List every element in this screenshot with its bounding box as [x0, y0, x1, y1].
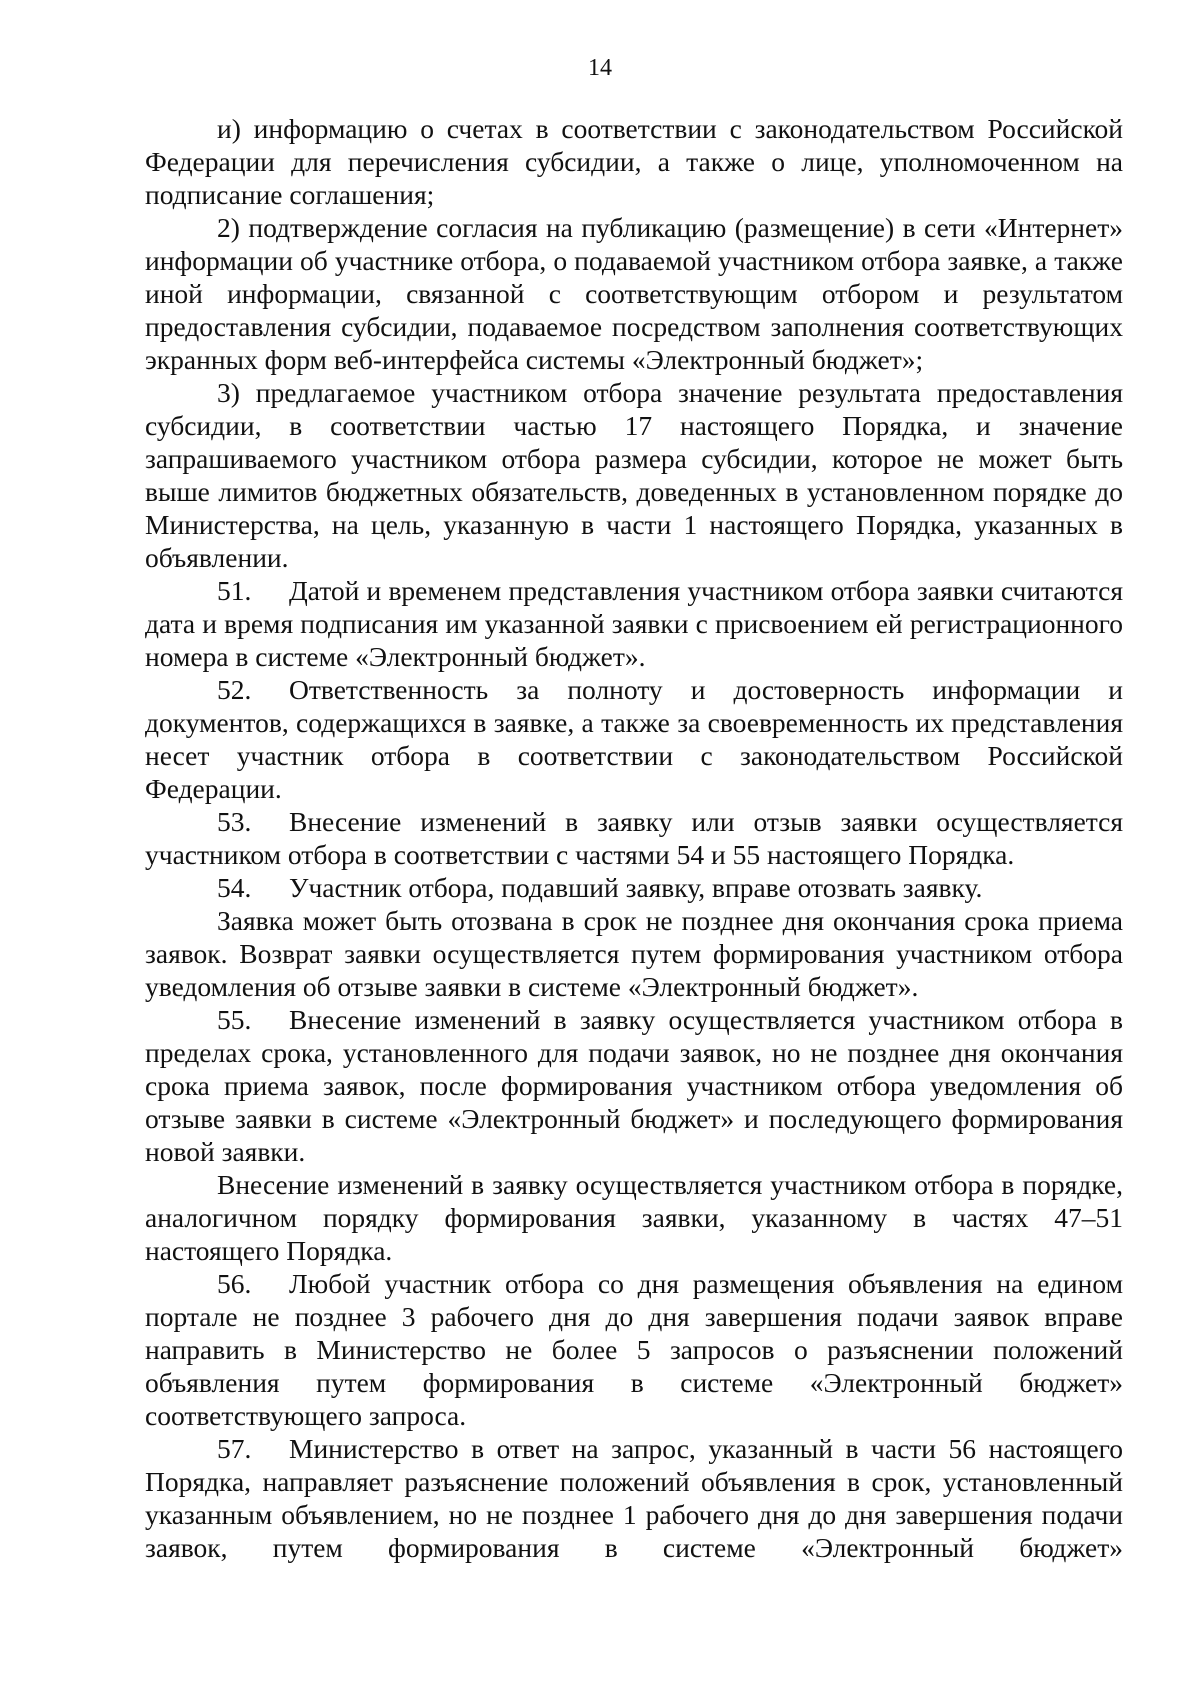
paragraph-number: 53. — [217, 806, 252, 837]
paragraph-text: Датой и временем представления участником отбора заявки считаются дата и время подписания им указанной заявки с присвоением ей регистрационного номера в системе «Электронный бюджет». — [145, 575, 1123, 672]
paragraph-text: 2) подтверждение согласия на публикацию (размещение) в сети «Интернет» информации об участнике отбора, о подаваемой участником отбора заявке, а также иной информации, связанной с соответствующим отбором и результатом предоставления субсидии, подаваемое посредством заполнения соответствующих экранных форм веб-интерфейса системы «Электронный бюджет»; — [145, 212, 1123, 375]
paragraph-number: 55. — [217, 1004, 252, 1035]
paragraph-54 — [145, 871, 1123, 904]
paragraph-text: Заявка может быть отозвана в срок не позднее дня окончания срока приема заявок. Возврат заявки осуществляется путем формирования участником отбора уведомления об отзыве заявки в системе «Электронный бюджет». — [145, 905, 1123, 1002]
paragraph-text: Участник отбора, подавший заявку, вправе отозвать заявку. — [289, 872, 983, 903]
paragraph-number: 54. — [217, 872, 252, 903]
paragraph-52 — [145, 673, 1123, 805]
paragraph-text: Ответственность за полноту и достоверность информации и документов, содержащихся в заявке, а также за своевременность их представления несет участник отбора в соответствии с законодательством Российской Федерации. — [145, 674, 1123, 804]
paragraph-55 — [145, 1003, 1123, 1168]
paragraph-57 — [145, 1432, 1123, 1564]
paragraph-text: и) информацию о счетах в соответствии с законодательством Российской Федерации для перечисления субсидии, а также о лице, уполномоченном на подписание соглашения; — [145, 113, 1123, 210]
document-body — [145, 112, 1123, 1564]
paragraph-text: Внесение изменений в заявку осуществляется участником отбора в пределах срока, установленного для подачи заявок, но не позднее дня окончания срока приема заявок, после формирования участником отбора уведомления об отзыве заявки в системе «Электронный бюджет» и последующего формирования новой заявки. — [145, 1004, 1123, 1167]
paragraph-51 — [145, 574, 1123, 673]
paragraph-text: Любой участник отбора со дня размещения объявления на едином портале не позднее 3 рабочего дня до дня завершения подачи заявок вправе направить в Министерство не более 5 запросов о разъяснении положений объявления путем формирования в системе «Электронный бюджет» соответствующего запроса. — [145, 1268, 1123, 1431]
paragraph-item-i — [145, 112, 1123, 211]
paragraph-text: Внесение изменений в заявку или отзыв заявки осуществляется участником отбора в соответствии с частями 54 и 55 настоящего Порядка. — [145, 806, 1123, 870]
paragraph-item-2 — [145, 211, 1123, 376]
paragraph-53 — [145, 805, 1123, 871]
paragraph-number: 56. — [217, 1268, 252, 1299]
paragraph-text: Внесение изменений в заявку осуществляется участником отбора в порядке, аналогичном порядку формирования заявки, указанному в частях 47–51 настоящего Порядка. — [145, 1169, 1123, 1266]
paragraph-54-continued — [145, 904, 1123, 1003]
paragraph-number: 51. — [217, 575, 252, 606]
paragraph-text: Министерство в ответ на запрос, указанный в части 56 настоящего Порядка, направляет разъяснение положений объявления в срок, установленный указанным объявлением, но не позднее 1 рабочего дня до дня завершения подачи заявок, путем формирования в системе «Электронный бюджет» — [145, 1433, 1123, 1563]
page-number: 14 — [588, 55, 612, 81]
paragraph-item-3 — [145, 376, 1123, 574]
paragraph-55-continued — [145, 1168, 1123, 1267]
paragraph-text: 3) предлагаемое участником отбора значение результата предоставления субсидии, в соответствии частью 17 настоящего Порядка, и значение запрашиваемого участником отбора размера субсидии, которое не может быть выше лимитов бюджетных обязательств, доведенных в установленном порядке до Министерства, на цель, указанную в части 1 настоящего Порядка, указанных в объявлении. — [145, 377, 1123, 573]
paragraph-number: 52. — [217, 674, 252, 705]
paragraph-56 — [145, 1267, 1123, 1432]
paragraph-number: 57. — [217, 1433, 252, 1464]
